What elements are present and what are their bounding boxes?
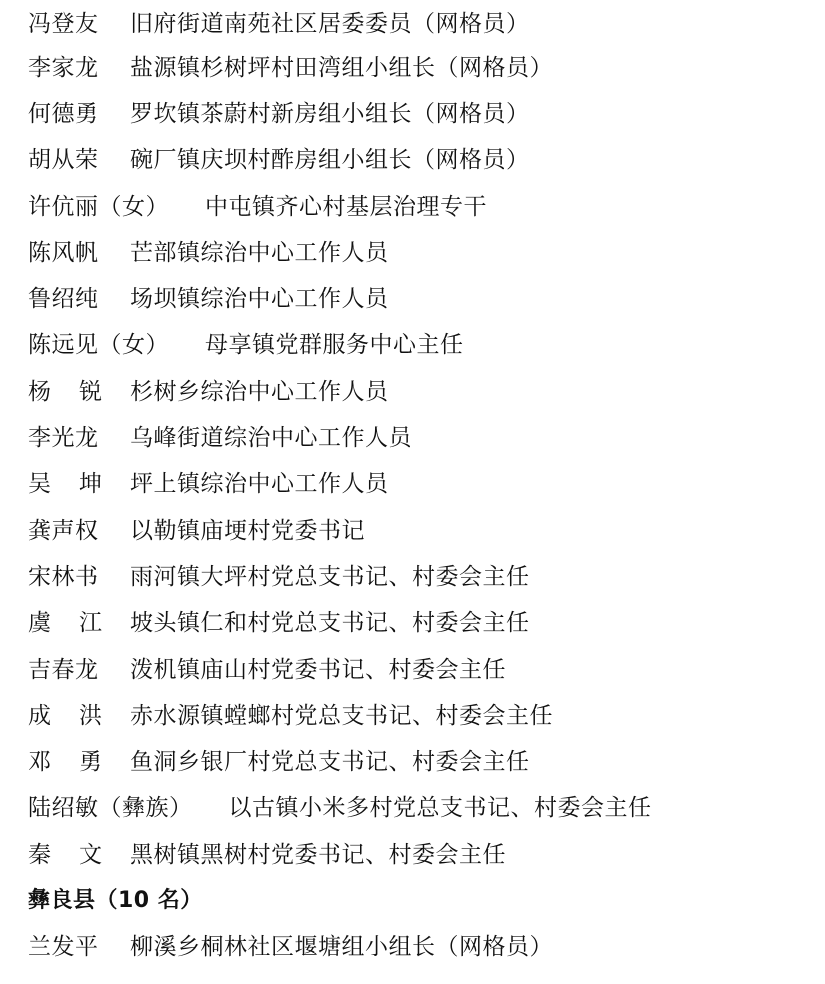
list-item bbox=[28, 88, 818, 134]
person-role: 以古镇小米多村党总支书记、村委会主任 bbox=[228, 795, 652, 822]
person-name: 邓勇 bbox=[28, 749, 130, 776]
person-role: 盐源镇杉树坪村田湾组小组长（网格员） bbox=[130, 54, 553, 81]
document-body bbox=[28, 0, 818, 968]
person-name: 李家龙 bbox=[28, 54, 99, 81]
person-name: 鲁绍纯 bbox=[28, 286, 99, 313]
person-role: 罗坎镇茶蔚村新房组小组长（网格员） bbox=[130, 100, 530, 127]
person-name: 吉春龙 bbox=[28, 656, 99, 683]
list-item bbox=[28, 366, 818, 412]
person-role: 坡头镇仁和村党总支书记、村委会主任 bbox=[130, 610, 530, 637]
list-item bbox=[28, 0, 818, 42]
list-item bbox=[28, 736, 818, 782]
person-role: 鱼洞乡银厂村党总支书记、村委会主任 bbox=[130, 749, 530, 776]
person-role: 柳溪乡桐林社区堰塘组小组长（网格员） bbox=[130, 934, 553, 961]
person-role: 以勒镇庙埂村党委书记 bbox=[130, 517, 365, 544]
list-item bbox=[28, 644, 818, 690]
person-name: 秦文 bbox=[28, 841, 130, 868]
person-role: 碗厂镇庆坝村酢房组小组长（网格员） bbox=[130, 147, 530, 174]
person-role: 赤水源镇螳螂村党总支书记、村委会主任 bbox=[130, 702, 553, 729]
person-role: 乌峰街道综治中心工作人员 bbox=[130, 425, 412, 452]
person-role: 黑树镇黑树村党委书记、村委会主任 bbox=[130, 841, 506, 868]
person-role: 杉树乡综治中心工作人员 bbox=[130, 378, 389, 405]
person-name: 吴坤 bbox=[28, 471, 130, 498]
person-role: 坪上镇综治中心工作人员 bbox=[130, 471, 389, 498]
person-role: 芒部镇综治中心工作人员 bbox=[130, 239, 389, 266]
person-role: 雨河镇大坪村党总支书记、村委会主任 bbox=[130, 563, 530, 590]
person-role: 旧府街道南苑社区居委委员（网格员） bbox=[130, 10, 530, 37]
person-name: 陈远见（女） bbox=[28, 332, 169, 359]
person-name: 许伉丽（女） bbox=[28, 193, 169, 220]
person-name: 成洪 bbox=[28, 702, 130, 729]
person-name: 胡从荣 bbox=[28, 147, 99, 174]
list-item bbox=[28, 459, 818, 505]
list-item bbox=[28, 690, 818, 736]
person-name: 李光龙 bbox=[28, 425, 99, 452]
person-name: 陈风帆 bbox=[28, 239, 99, 266]
list-item bbox=[28, 273, 818, 319]
person-name: 虞江 bbox=[28, 610, 130, 637]
person-name: 陆绍敏（彝族） bbox=[28, 795, 193, 822]
list-item bbox=[28, 505, 818, 551]
person-name: 何德勇 bbox=[28, 100, 99, 127]
list-item bbox=[28, 551, 818, 597]
list-item bbox=[28, 783, 818, 829]
list-item bbox=[28, 922, 818, 968]
person-name: 冯登友 bbox=[28, 10, 99, 37]
person-role: 泼机镇庙山村党委书记、村委会主任 bbox=[130, 656, 506, 683]
person-role: 中屯镇齐心村基层治理专干 bbox=[205, 193, 487, 220]
person-role: 母享镇党群服务中心主任 bbox=[205, 332, 464, 359]
list-item bbox=[28, 135, 818, 181]
list-item bbox=[28, 181, 818, 227]
person-name: 宋林书 bbox=[28, 563, 99, 590]
list-item bbox=[28, 42, 818, 88]
person-role: 场坝镇综治中心工作人员 bbox=[130, 286, 389, 313]
list-item bbox=[28, 320, 818, 366]
list-item bbox=[28, 598, 818, 644]
section-heading: 彝良县（10 名） bbox=[28, 887, 203, 913]
list-item bbox=[28, 227, 818, 273]
person-name: 龚声权 bbox=[28, 517, 99, 544]
person-name: 兰发平 bbox=[28, 934, 99, 961]
person-name: 杨锐 bbox=[28, 378, 130, 405]
list-item bbox=[28, 829, 818, 875]
list-item bbox=[28, 412, 818, 458]
